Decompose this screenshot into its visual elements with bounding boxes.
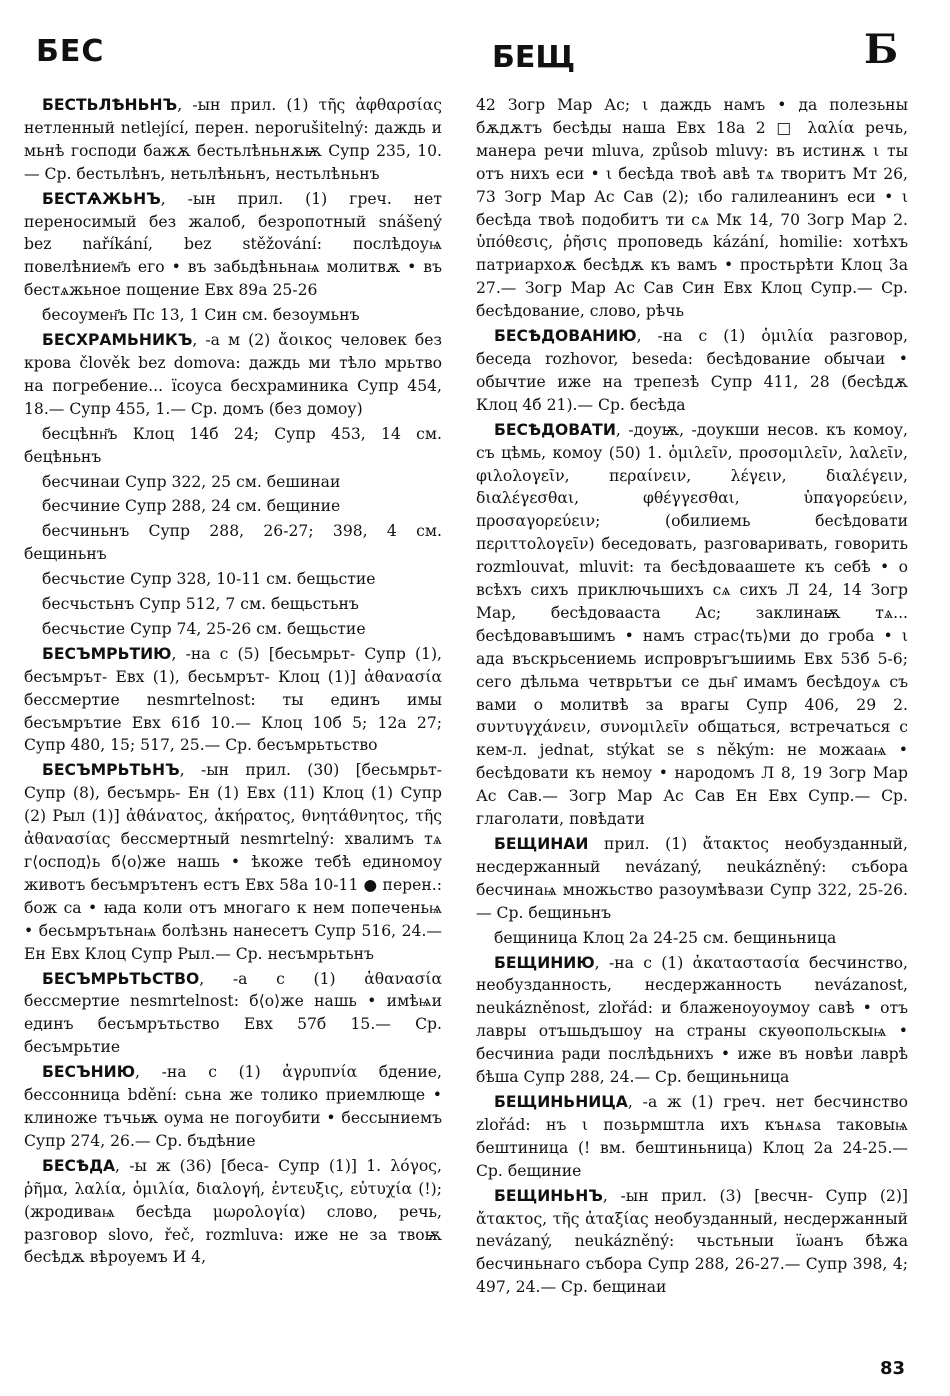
dictionary-entry: БЕЩИНАИ прил. (1) ἄτακτος необузданный, несдержанный nevázaný, neukázněný: събора бесчинаѩ множьство разоумѣвази Супр 322, 25-26.— Ср. бещиньнъ [476,835,908,922]
dictionary-entry: бесчьстьнъ Супр 512, 7 см. бещьстьнъ [42,595,359,614]
running-head-center: БЕЩ [492,40,576,75]
dictionary-entry: бесчиние Супр 288, 24 см. бещиние [42,497,341,516]
dictionary-entry: бесоумен҃ъ Пс 13, 1 Син см. безоумьнъ [42,306,360,325]
dictionary-entry: БЕСѢДОВАТИ, -доуѭ, -доукши несов. къ комоу, съ цѣмь, комоу (50) 1. ὁμιλεῖν, προσομιλεῖν, λαλεῖν, φιλολογεῖν, περαίνειν, λέγειν, διαλέγειν, διαλέγεσθαι, φθέγγεσθαι, ὑπαγορεύειν, προσαγορεύειν; (обилиемь бесѣдовати περιττολογεῖν) беседовать, разговаривать, говорить rozmlouvat, mluvit: та бесѣдоваашете къ себѣ • о всѣхъ сихъ приключьшихъ сѧ сихъ Л 24, 14 Зогр Мар, бесѣдовааста Ас; заклинаѭ тѧ... бесѣдовавъшимъ • намъ страс⟨ть⟩ми до гроба • ι ада въскрьсениемь испровръгъшиимь Евх 53б 5-6; сего дѣльма четврьтъи се дьн҄ имамъ бесѣдоуѧ съ вами о молитвѣ за врагы Супр 406, 29 2. συντυγχάνειν, συνομιλεῖν общаться, встречаться с кем-л. jednat, stýkat se s někým: не можааѩ • бесѣдовати къ немоу • народомъ Л 8, 19 Зогр Мар Ас Сав.— Зогр Мар Ас Сав Ен Евх Супр.— Ср. глаголати, повѣдати [476,420,908,829]
dictionary-entry: БЕЩИНЬНЪ, -ын прил. (3) [весчн- Супр (2)] ἄτακτος, τῆς ἀταξίας необузданный, несдержанный nevázaný, neukázněný: чьстьныи їωанъ бѣжа бесчиньнаго събора Супр 288, 26-27.— Супр 398, 4; 497, 24.— Ср. бещинаи [476,1186,908,1297]
dictionary-entry: БЕСХРАМЬНИКЪ, -а м (2) ἄοικος человек без крова člověk bez domova: даждь ми тѣло мрьтво на погребение... їсоуса бесхраминика Супр 454, 18.— Супр 455, 1.— Ср. домъ (без домоу) [24,331,442,418]
dictionary-entry: БЕЩИНИЮ, -на с (1) ἀκαταστασία бесчинство, необузданность, несдержанность nevázanost, neukázněnost, zlořád: и блаженоуоумоу савѣ • отъ лавры отъшьдъшоу на страны скуѳопольскыѩ • бесчиниа ради послѣдьнихъ • иже въ новѣи лаврѣ бѣша Супр 288, 24.— Ср. бещиньница [476,953,908,1087]
headword: БЕСѢДА [42,1156,116,1175]
headword: БЕЩИНАИ [494,835,589,853]
dictionary-entry: БЕСТѦЖЬНЪ, -ын прил. (1) греч. нет переносимый без жалоб, безропотный snášený bez naříkání, bez stěžování: послѣдоуѩ повелѣнием҃ъ его • въ забьдѣньнаѩ молитвѫ • въ бестѧжьное пощение Евх 89а 25-26 [24,189,442,300]
headword: БЕСЪМРЬТИЮ [42,644,172,663]
dictionary-entry: БЕСЪМРЬТИЮ, -на с (5) [бесьмрьт- Супр (1), бесъмрът- Евх (1), бесьмрът- Клоц (1)] ἀθανασία бессмертие nesmrtelnost: ты единъ имы бесъмрътие Евх 61б 10.— Клоц 10б 5; 12а 27; Супр 480, 15; 517, 25.— Ср. бесъмрьтьство [24,644,442,755]
dictionary-entry: БЕСЪМРЬТЬСТВО, -а с (1) ἀθανασία бессмертие nesmrtelnost: б⟨о⟩же нашь • имѣѩи единъ бесъмрътьство Евх 57б 15.— Ср. бесъмрьтие [24,969,442,1057]
headword: БЕСЪНИЮ [42,1063,136,1082]
headword: БЕСЪМРЬТЬНЪ [42,761,180,780]
dictionary-entry: БЕЩИНЬНИЦА, -а ж (1) греч. нет бесчинство zlořád: нъ ι позьрмштла ихъ кънѧѕа таковыѩ бештиница (! вм. бештиньница) Клоц 2а 24-25.— Ср. бещиние [476,1092,908,1180]
dictionary-entry: бесцѣнн҃ъ Клоц 14б 24; Супр 453, 14 см. бецѣньнъ [24,424,442,466]
headword: БЕСѢДОВАТИ [494,420,616,439]
headword: БЕСТЬЛѢНЬНЪ [42,96,178,114]
headword: БЕСѢДОВАНИЮ [494,327,637,346]
page-number: 83 [880,1358,906,1379]
dictionary-entry: бесчиньнъ Супр 288, 26-27; 398, 4 см. бещиньнъ [24,522,442,564]
headword: БЕЩИНЬНИЦА [494,1092,628,1111]
dictionary-entry: БЕСЪМРЬТЬНЪ, -ын прил. (30) [бесьмрьт- Супр (8), бесъмрь- Ен (1) Евх (11) Клоц (1) Супр (2) Рыл (1)] ἀθάνατος, ἀκήρατος, θνητάθνητος, τῆς ἀθανασίας бессмертный nesmrtelný: хвалимъ тѧ г⟨оспод⟩ь б⟨о⟩же нашь • ѣкоже тебѣ единомоу животъ бесъмрътенъ естъ Евх 58а 10-11 ● перен.: бож са • ꙗда коли отъ многаго к нем попеченьѩ • бесьмрътьнаѩ болѣзнь нанесетъ Супр 516, 24.— Ен Евх Клоц Супр Рыл.— Ср. несъмрьтьнъ [24,761,442,963]
right-column [476,94,908,1354]
dictionary-entry: БЕСѢДОВАНИЮ, -на с (1) ὁμιλία разговор, беседа rozhovor, beseda: бесѣдование обычаи • обычтие иже на трепезѣ Супр 411, 28 (бесѣдѫ Клоц 4б 21).— Ср. бесѣда [476,327,908,414]
dictionary-entry: бесчинаи Супр 322, 25 см. бешинаи [42,472,341,491]
headword: БЕСЪМРЬТЬСТВО [42,969,200,988]
dictionary-entry-continued: 42 Зогр Мар Ас; ι даждь намъ • да полезьны бѫдѫтъ бесѣды наша Евх 18а 2 □ λαλία речь, манера речи mluva, způsob mluvy: въ истинѫ ι ты отъ нихъ еси • ι бесѣда твоѣ авѣ тѧ творитъ Мт 26, 73 Зогр Мар Ас Сав (2); ιбо галилеанинъ еси • ι бесѣда твоѣ подобитъ ти сѧ Мк 14, 70 Зогр Мар 2. ὑπόθεσις, ῥῆσις проповедь kázání, homilie: хотѣхъ патриархоѫ бесѣдѫ къ вамъ • простьрѣти Клоц 3а 27.— Зогр Мар Ас Сав Син Евх Клоц Супр.— Ср. бесѣдование, слово, рѣчь [476,96,908,321]
dictionary-entry: БЕСЪНИЮ, -на с (1) ἀγρυπνία бдение, бессонница bdění: сьна же толико приемлюще • клиноже тъчьѭ оума не погоубити • бессыниемъ Супр 274, 26.— Ср. бъдѣние [24,1063,442,1150]
headword: БЕЩИНИЮ [494,953,595,972]
headword: БЕСХРАМЬНИКЪ [42,331,193,350]
dictionary-entry: бесчьстие Супр 328, 10-11 см. бещьстие [42,570,376,589]
left-column [24,94,442,1354]
dictionary-entry: БЕСѢДА, -ы ж (36) [беса- Супр (1)] 1. λόγος, ῥῆμα, λαλία, ὁμιλία, διαλογή, ἐντευξις, εὐτυχία (!); (жродиваѩ бесѣда μωρολογία) слово, речь, разговор slovo, řeč, rozmluva: иже не за твоѭ бесѣдѫ вѣроуемъ И 4, [24,1156,442,1267]
dictionary-entry: бещиница Клоц 2а 24-25 см. бещиньница [494,928,837,947]
dictionary-entry: БЕСТЬЛѢНЬНЪ, -ын прил. (1) τῆς ἀφθαρσίας нетленный netlející, перен. neporušitelný: даждь и мьнѣ господи бажѫ бестьлѣньнѫѭ Супр 235, 10.— Ср. бестьлѣнъ, нетьлѣньнъ, нестьлѣньнъ [24,96,442,183]
headword: БЕЩИНЬНЪ [494,1186,603,1205]
running-head-left: БЕС [36,34,105,69]
dictionary-entry: бесчьстие Супр 74, 25-26 см. бещьстие [42,619,366,638]
section-letter: Б [864,26,899,73]
headword: БЕСТѦЖЬНЪ [42,189,161,208]
